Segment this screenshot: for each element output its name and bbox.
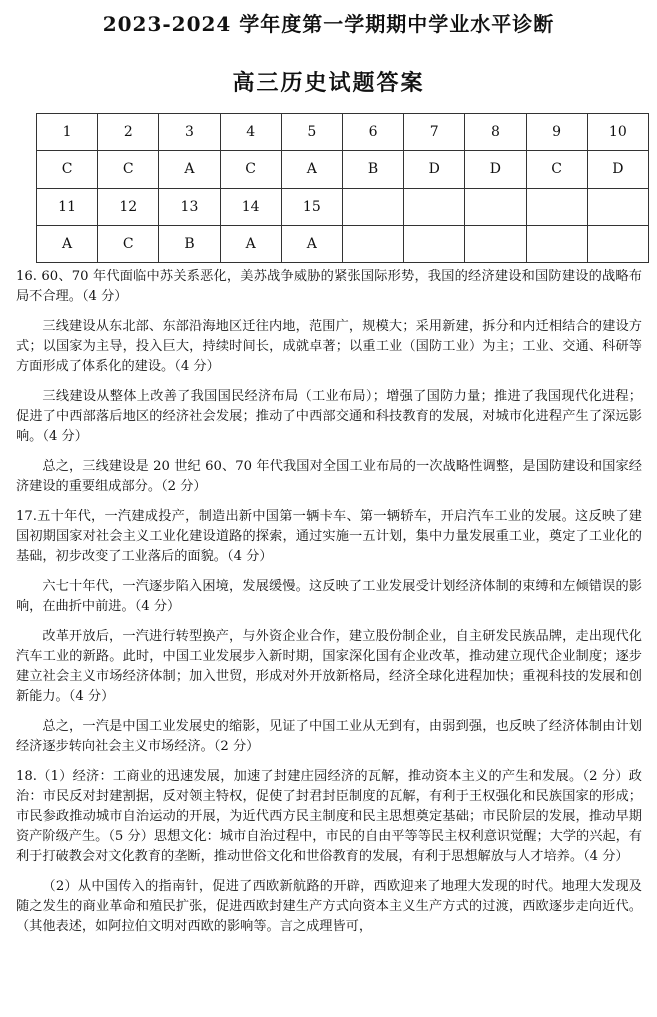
table-cell: 11 <box>37 188 98 225</box>
table-cell: 7 <box>404 114 465 151</box>
page-title: 2023-2024 学年度第一学期期中学业水平诊断 <box>102 12 555 36</box>
answer-paragraph: 改革开放后，一汽进行转型换产，与外资企业合作，建立股份制企业，自主研发民族品牌，走出现代化汽车工业的新路。此时，中国工业发展步入新时期，国家深化国有企业改革，推动建立现代企业制度；逐步建立社会主义市场经济体制；加入世贸，形成对外开放新格局，经济全球化进程加快；重视科技的发展和创新能力。（4 分） <box>16 629 642 704</box>
table-cell: A <box>159 151 220 188</box>
table-cell: C <box>37 151 98 188</box>
table-cell: 5 <box>281 114 342 151</box>
table-cell: 3 <box>159 114 220 151</box>
table-cell <box>342 188 403 225</box>
table-cell: A <box>37 225 98 262</box>
answer-table <box>36 113 649 263</box>
table-cell: C <box>98 151 159 188</box>
table-cell <box>404 188 465 225</box>
table-cell <box>587 188 648 225</box>
table-cell: 15 <box>281 188 342 225</box>
table-cell <box>342 225 403 262</box>
table-cell <box>587 225 648 262</box>
answer-paragraph: 16. 60、70 年代面临中苏关系恶化，美苏战争威胁的紧张国际形势，我国的经济建设和国防建设的战略布局不合理。（4 分） <box>16 269 642 304</box>
answer-paragraph: 三线建设从东北部、东部沿海地区迁往内地，范围广，规模大；采用新建，拆分和内迁相结合的建设方式；以国家为主导，投入巨大，持续时间长，成就卓著；以重工业（国防工业）为主；工业、交通、科研等方面形成了体系化的建设。（4 分） <box>16 319 642 374</box>
table-cell: 12 <box>98 188 159 225</box>
table-cell: A <box>220 225 281 262</box>
table-cell: 2 <box>98 114 159 151</box>
table-row <box>37 225 649 262</box>
answer-paragraph: 总之，三线建设是 20 世纪 60、70 年代我国对全国工业布局的一次战略性调整，是国防建设和国家经济建设的重要组成部分。（2 分） <box>16 459 642 494</box>
table-cell: 13 <box>159 188 220 225</box>
table-cell <box>526 225 587 262</box>
answer-paragraph: 17.五十年代，一汽建成投产，制造出新中国第一辆卡车、第一辆轿车，开启汽车工业的发展。这反映了建国初期国家对社会主义工业化建设道路的探索，通过实施一五计划，集中力量发展重工业，奠定了工业化的基础，初步改变了工业落后的面貌。（4 分） <box>16 509 642 564</box>
table-cell: D <box>404 151 465 188</box>
table-row <box>37 188 649 225</box>
table-row <box>37 114 649 151</box>
table-cell <box>404 225 465 262</box>
table-cell: 10 <box>587 114 648 151</box>
table-cell: C <box>98 225 159 262</box>
table-cell: 6 <box>342 114 403 151</box>
table-cell: C <box>526 151 587 188</box>
answer-paragraph: 三线建设从整体上改善了我国国民经济布局（工业布局）；增强了国防力量；推进了我国现代化进程；促进了中西部落后地区的经济社会发展；推动了中西部交通和科技教育的发展，对城市化进程产生了深远影响。（4 分） <box>16 389 642 444</box>
answer-paragraph: （2）从中国传入的指南针，促进了西欧新航路的开辟，西欧迎来了地理大发现的时代。地理大发现及随之发生的商业革命和殖民扩张，促进西欧封建生产方式向资本主义生产方式的过渡，西欧逐步走向近代。（其他表述，如阿拉伯文明对西欧的影响等。言之成理皆可， <box>16 879 642 934</box>
table-cell: 4 <box>220 114 281 151</box>
table-cell <box>465 225 526 262</box>
answer-body <box>16 267 642 937</box>
table-cell: 1 <box>37 114 98 151</box>
answer-paragraph: 总之，一汽是中国工业发展史的缩影，见证了中国工业从无到有，由弱到强，也反映了经济体制由计划经济逐步转向社会主义市场经济。（2 分） <box>16 719 642 754</box>
table-cell: 8 <box>465 114 526 151</box>
table-row <box>37 151 649 188</box>
table-cell: C <box>220 151 281 188</box>
table-cell: B <box>342 151 403 188</box>
table-cell <box>465 188 526 225</box>
table-cell: D <box>587 151 648 188</box>
table-cell: 14 <box>220 188 281 225</box>
table-cell: A <box>281 151 342 188</box>
table-cell: D <box>465 151 526 188</box>
table-cell: B <box>159 225 220 262</box>
table-cell: 9 <box>526 114 587 151</box>
table-cell <box>526 188 587 225</box>
answer-paragraph: 18.（1）经济：工商业的迅速发展，加速了封建庄园经济的瓦解，推动资本主义的产生和发展。（2 分）政治：市民反对封建割据，反对领主特权，促使了封君封臣制度的瓦解，有利于王权强化和民族国家的形成；市民参政推动城市自治运动的开展，为近代西方民主制度和民主思想奠定基础；市民阶层的发展，推动早期资产阶级产生。（5 分）思想文化：城市自治过程中，市民的自由平等等民主权利意识觉醒；大学的兴起，有利于打破教会对文化教育的垄断，推动世俗文化和世俗教育的发展，有利于思想解放与人才培养。（4 分） <box>16 769 642 864</box>
table-cell: A <box>281 225 342 262</box>
answer-paragraph: 六七十年代，一汽逐步陷入困境，发展缓慢。这反映了工业发展受计划经济体制的束缚和左倾错误的影响，在曲折中前进。（4 分） <box>16 579 642 614</box>
page-subtitle: 高三历史试题答案 <box>232 71 425 96</box>
